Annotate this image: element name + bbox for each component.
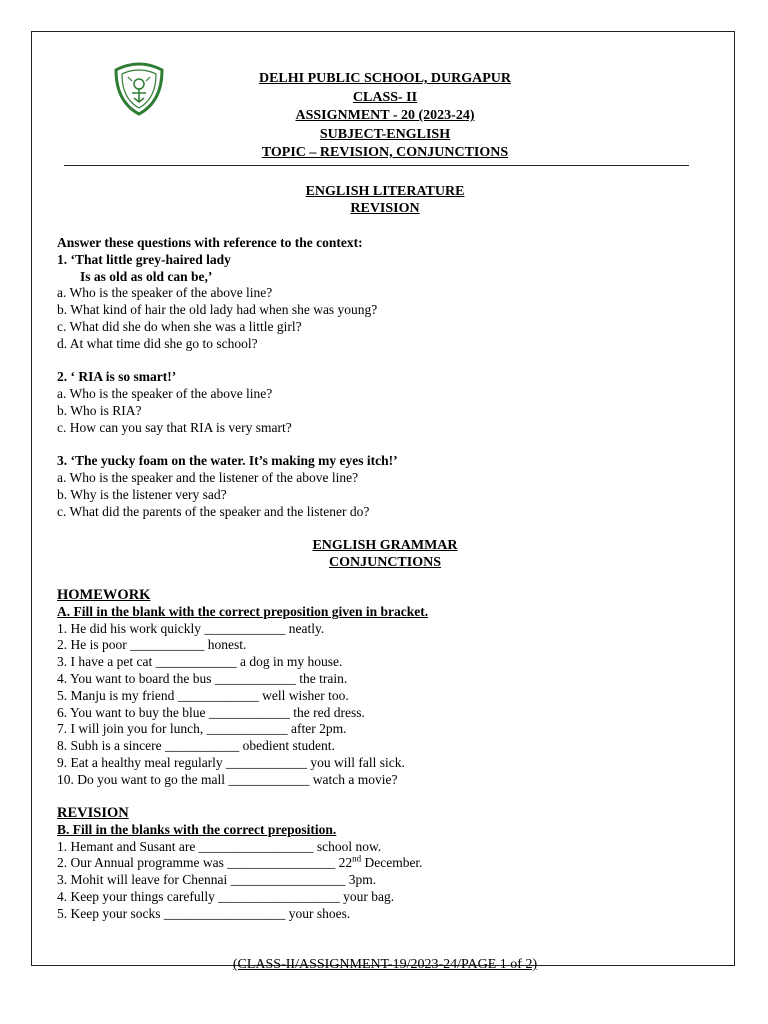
exercise-a-item: 5. Manju is my friend ____________ well wisher too. (57, 687, 349, 703)
question-1-line-2: Is as old as old can be,’ (80, 268, 213, 284)
grammar-title: ENGLISH GRAMMAR (312, 538, 458, 553)
exercise-b-instruction: B. Fill in the blanks with the correct preposition. (57, 821, 337, 837)
grammar-section-heading (150, 537, 620, 571)
question-2-b: b. Who is RIA? (57, 402, 142, 418)
topic-label: TOPIC – REVISION, CONJUNCTIONS (261, 145, 509, 160)
question-2-c: c. How can you say that RIA is very smart? (57, 419, 292, 435)
homework-section (57, 587, 717, 789)
page-footer: (CLASS-II/ASSIGNMENT-19/2023-24/PAGE 1 of 2) (232, 957, 538, 972)
class-label: CLASS- II (352, 89, 418, 105)
literature-title: ENGLISH LITERATURE (305, 184, 465, 199)
exercise-b-item: 4. Keep your things carefully __________________ your bag. (57, 888, 395, 904)
exercise-a-item: 1. He did his work quickly ____________ neatly. (57, 620, 325, 636)
exercise-a-item: 7. I will join you for lunch, ____________ after 2pm. (57, 721, 347, 737)
literature-instruction: Answer these questions with reference to the context: (57, 235, 363, 250)
question-3: 3. ‘The yucky foam on the water. It’s making my eyes itch!’ (57, 453, 398, 469)
spacer (57, 353, 717, 370)
question-1-a: a. Who is the speaker of the above line? (57, 285, 273, 301)
question-2: 2. ‘ RIA is so smart!’ (57, 369, 177, 385)
question-3-b: b. Why is the listener very sad? (57, 486, 227, 502)
assignment-label: ASSIGNMENT - 20 (2023-24) (295, 108, 475, 123)
question-1-d: d. At what time did she go to school? (57, 335, 258, 351)
school-name: DELHI PUBLIC SCHOOL, DURGAPUR (258, 71, 512, 86)
exercise-b-item: 3. Mohit will leave for Chennai _________________ 3pm. (57, 872, 377, 888)
literature-subtitle: REVISION (350, 201, 420, 216)
exercise-a-item: 8. Subh is a sincere ___________ obedient student. (57, 738, 335, 754)
exercise-a-instruction: A. Fill in the blank with the correct preposition given in bracket. (57, 603, 429, 619)
exercise-a-item: 4. You want to board the bus ____________ the train. (57, 670, 348, 686)
exercise-b-item: 5. Keep your socks __________________ your shoes. (57, 905, 351, 921)
exercise-a-item: 6. You want to buy the blue ____________ the red dress. (57, 704, 365, 720)
revision-section (57, 805, 717, 923)
exercise-b-item (57, 855, 717, 872)
question-1-line-1: 1. ‘That little grey-haired lady (57, 251, 231, 267)
spacer (57, 437, 717, 454)
exercise-a-item: 3. I have a pet cat ____________ a dog in my house. (57, 654, 343, 670)
exercise-a-item: 10. Do you want to go the mall ____________ watch a movie? (57, 771, 398, 787)
exercise-a-item: 9. Eat a healthy meal regularly ____________ you will fall sick. (57, 754, 405, 770)
literature-questions (57, 235, 717, 521)
literature-section-heading (150, 183, 620, 217)
exercise-b-item: 1. Hemant and Susant are _________________ school now. (57, 838, 382, 854)
question-2-a: a. Who is the speaker of the above line? (57, 386, 273, 402)
homework-heading: HOMEWORK (57, 587, 151, 603)
exercise-b-item-2-text: 2. Our Annual programme was ________________ 22 (57, 855, 353, 871)
header-divider (64, 165, 689, 166)
ordinal-suffix: nd (352, 853, 362, 864)
grammar-subtitle: CONJUNCTIONS (328, 555, 441, 570)
exercise-a-item: 2. He is poor ___________ honest. (57, 637, 247, 653)
revision-heading: REVISION (57, 805, 129, 821)
question-1-b: b. What kind of hair the old lady had when she was young? (57, 302, 378, 318)
question-1-c: c. What did she do when she was a little girl? (57, 318, 302, 334)
question-3-c: c. What did the parents of the speaker and the listener do? (57, 503, 370, 519)
document-header (150, 70, 620, 163)
exercise-b-item-2-end: December. (361, 855, 423, 871)
subject-label: SUBJECT-ENGLISH (319, 126, 451, 142)
question-3-a: a. Who is the speaker and the listener of the above line? (57, 470, 359, 486)
